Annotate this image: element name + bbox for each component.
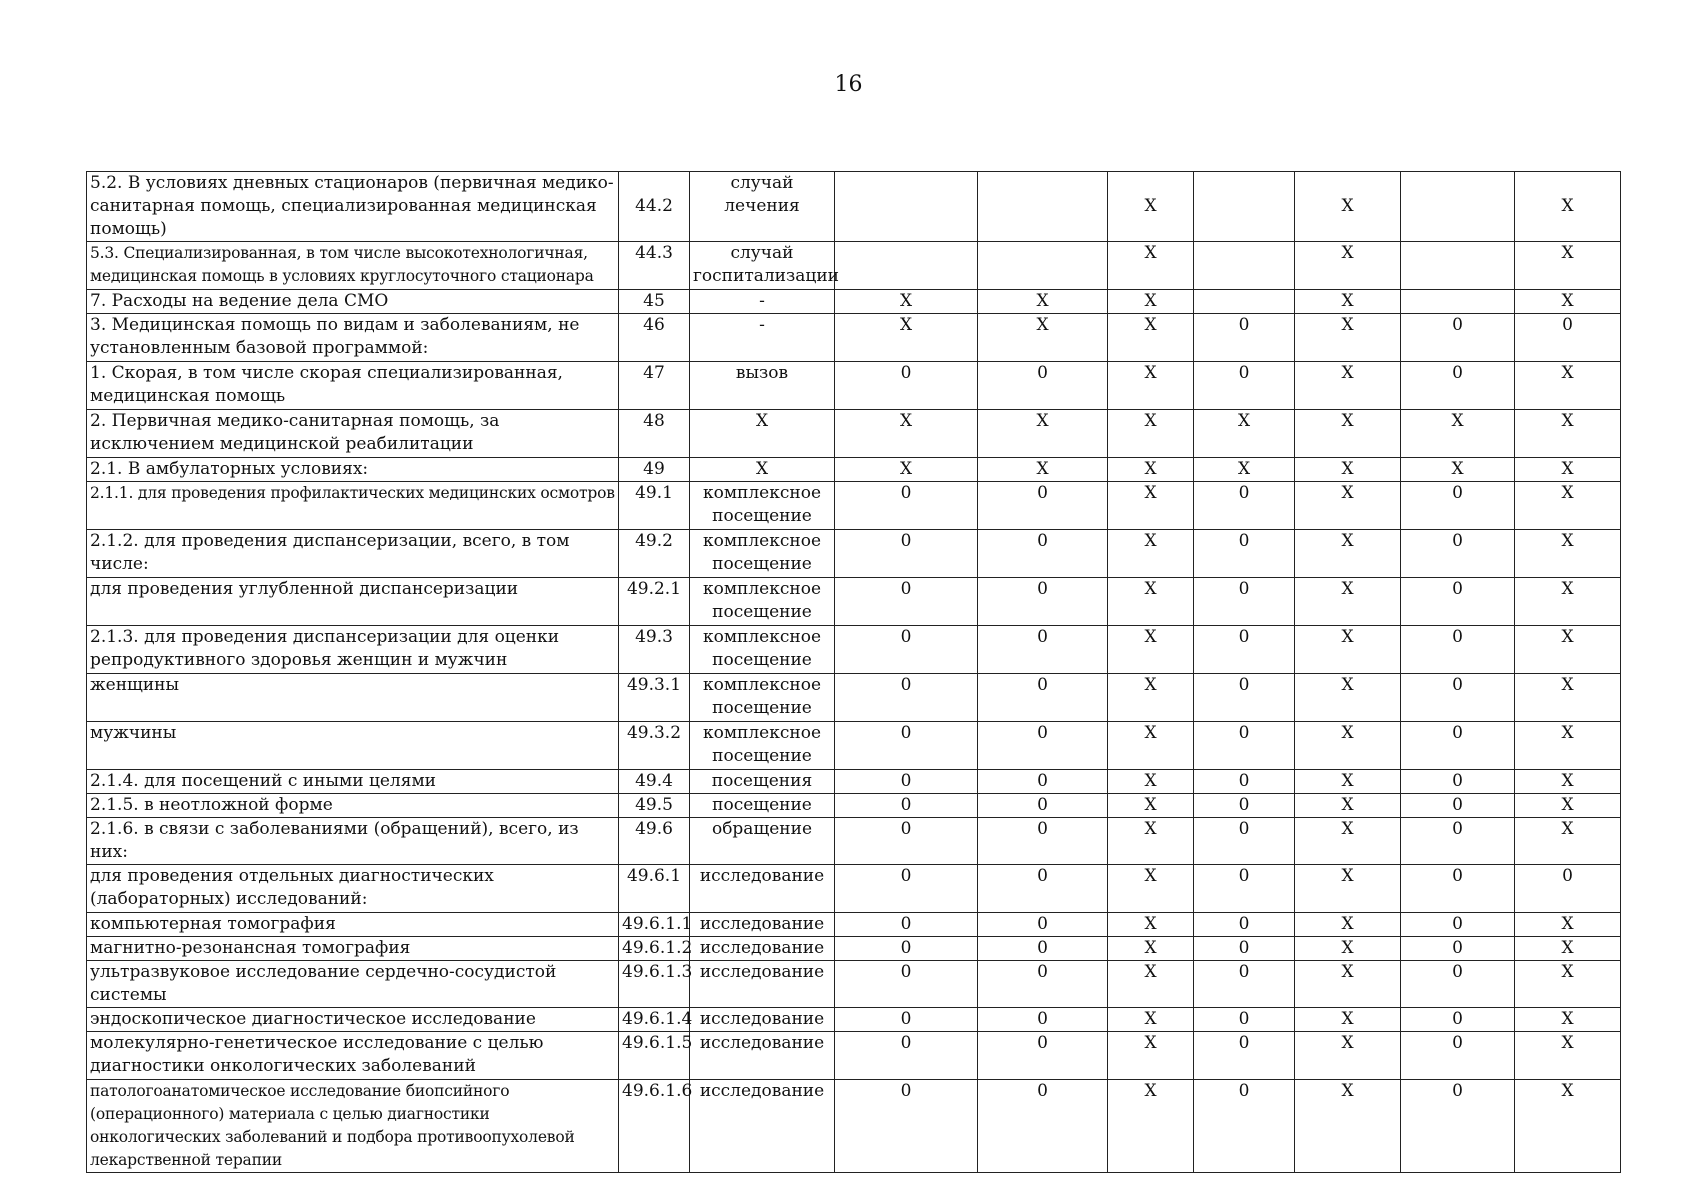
row-unit: -	[690, 290, 835, 314]
row-code: 49.2.1	[619, 578, 690, 626]
row-unit: -	[690, 314, 835, 362]
value-cell: 0	[835, 770, 978, 794]
value-cell	[835, 172, 978, 242]
value-cell: X	[1295, 362, 1401, 410]
table-row	[87, 937, 1621, 961]
value-cell: 0	[835, 913, 978, 937]
row-code: 47	[619, 362, 690, 410]
value-cell: 0	[1515, 865, 1621, 913]
value-cell: 0	[1194, 626, 1295, 674]
value-cell: X	[1295, 626, 1401, 674]
value-cell: 0	[1194, 770, 1295, 794]
value-cell: X	[1108, 674, 1194, 722]
value-cell: X	[1108, 1032, 1194, 1080]
value-cell: 0	[1194, 937, 1295, 961]
row-unit: исследование	[690, 1008, 835, 1032]
row-code: 44.3	[619, 242, 690, 290]
value-cell: 0	[835, 961, 978, 1008]
value-cell: X	[1108, 770, 1194, 794]
value-cell	[1194, 172, 1295, 242]
row-unit: комплексное посещение	[690, 626, 835, 674]
row-unit: исследование	[690, 1032, 835, 1080]
value-cell: X	[1108, 722, 1194, 770]
value-cell: 0	[1401, 482, 1515, 530]
value-cell: X	[1295, 865, 1401, 913]
value-cell: X	[1295, 961, 1401, 1008]
table-row	[87, 818, 1621, 865]
row-unit: комплексное посещение	[690, 530, 835, 578]
row-unit: исследование	[690, 1080, 835, 1173]
row-code: 49.6.1.6	[619, 1080, 690, 1173]
value-cell: X	[1515, 770, 1621, 794]
row-code: 49.6.1.2	[619, 937, 690, 961]
value-cell: X	[1515, 1032, 1621, 1080]
value-cell: 0	[1401, 1032, 1515, 1080]
value-cell: 0	[835, 1008, 978, 1032]
value-cell: X	[1108, 913, 1194, 937]
row-unit: исследование	[690, 913, 835, 937]
row-code: 49.3.2	[619, 722, 690, 770]
row-label: 5.3. Специализированная, в том числе высокотехнологичная, медицинская помощь в условиях круглосуточного стационара	[87, 242, 619, 290]
value-cell: X	[1108, 482, 1194, 530]
value-cell: X	[978, 458, 1108, 482]
value-cell: X	[1194, 458, 1295, 482]
value-cell: X	[1108, 818, 1194, 865]
row-unit: посещение	[690, 794, 835, 818]
value-cell: 0	[1194, 865, 1295, 913]
value-cell: 0	[835, 530, 978, 578]
value-cell: 0	[1401, 362, 1515, 410]
table-row	[87, 722, 1621, 770]
value-cell: 0	[1194, 362, 1295, 410]
value-cell: 0	[1401, 818, 1515, 865]
value-cell: X	[1194, 410, 1295, 458]
value-cell: X	[1108, 1080, 1194, 1173]
value-cell: X	[1108, 865, 1194, 913]
row-code: 49.6	[619, 818, 690, 865]
value-cell: 0	[1194, 961, 1295, 1008]
row-unit: вызов	[690, 362, 835, 410]
data-table	[86, 171, 1621, 1173]
value-cell: X	[1515, 818, 1621, 865]
table-row	[87, 314, 1621, 362]
value-cell: X	[1515, 578, 1621, 626]
value-cell: X	[1515, 172, 1621, 242]
row-code: 49.3.1	[619, 674, 690, 722]
value-cell: X	[1108, 410, 1194, 458]
row-code: 49.6.1.4	[619, 1008, 690, 1032]
row-label: 2. Первичная медико-санитарная помощь, за исключением медицинской реабилитации	[87, 410, 619, 458]
row-unit: X	[690, 410, 835, 458]
value-cell: X	[1295, 937, 1401, 961]
value-cell: 0	[835, 482, 978, 530]
value-cell: 0	[835, 1080, 978, 1173]
row-code: 49.6.1.3	[619, 961, 690, 1008]
value-cell: X	[1515, 1080, 1621, 1173]
value-cell: X	[1108, 172, 1194, 242]
row-label: 2.1.2. для проведения диспансеризации, всего, в том числе:	[87, 530, 619, 578]
row-code: 49.3	[619, 626, 690, 674]
row-label: 7. Расходы на ведение дела СМО	[87, 290, 619, 314]
row-unit: исследование	[690, 865, 835, 913]
value-cell: X	[1295, 818, 1401, 865]
value-cell: X	[1295, 578, 1401, 626]
value-cell: 0	[1194, 482, 1295, 530]
value-cell: 0	[978, 865, 1108, 913]
table-row	[87, 1032, 1621, 1080]
row-label: 3. Медицинская помощь по видам и заболеваниям, не установленным базовой программой:	[87, 314, 619, 362]
value-cell: X	[1295, 410, 1401, 458]
value-cell: 0	[835, 794, 978, 818]
value-cell: 0	[835, 362, 978, 410]
value-cell: 0	[1194, 1080, 1295, 1173]
value-cell: 0	[978, 482, 1108, 530]
value-cell: X	[835, 290, 978, 314]
table-row	[87, 1080, 1621, 1173]
value-cell: 0	[1401, 1008, 1515, 1032]
page-number: 16	[834, 72, 863, 97]
value-cell: 0	[1194, 530, 1295, 578]
value-cell: 0	[835, 937, 978, 961]
value-cell: 0	[978, 913, 1108, 937]
row-unit: X	[690, 458, 835, 482]
value-cell: X	[1108, 362, 1194, 410]
value-cell: 0	[978, 626, 1108, 674]
value-cell: X	[1515, 530, 1621, 578]
value-cell: 0	[978, 722, 1108, 770]
table-row	[87, 172, 1621, 242]
value-cell: X	[1295, 1008, 1401, 1032]
value-cell: 0	[978, 937, 1108, 961]
row-code: 49.6.1.5	[619, 1032, 690, 1080]
value-cell: X	[1515, 722, 1621, 770]
table-row	[87, 1008, 1621, 1032]
table-row	[87, 913, 1621, 937]
value-cell: X	[978, 410, 1108, 458]
table-row	[87, 410, 1621, 458]
value-cell: X	[1108, 1008, 1194, 1032]
row-label: 2.1.6. в связи с заболеваниями (обращений), всего, из них:	[87, 818, 619, 865]
value-cell: X	[1295, 172, 1401, 242]
row-unit: случай лечения	[690, 172, 835, 242]
value-cell: X	[1515, 626, 1621, 674]
value-cell: X	[1295, 482, 1401, 530]
table-row	[87, 770, 1621, 794]
value-cell: 0	[1401, 1080, 1515, 1173]
row-label: 2.1.1. для проведения профилактических медицинских осмотров	[87, 482, 619, 530]
value-cell: X	[1295, 458, 1401, 482]
row-unit: комплексное посещение	[690, 722, 835, 770]
row-label: для проведения отдельных диагностических (лабораторных) исследований:	[87, 865, 619, 913]
value-cell: X	[1515, 1008, 1621, 1032]
table-row	[87, 530, 1621, 578]
value-cell: X	[1108, 458, 1194, 482]
value-cell: 0	[978, 1008, 1108, 1032]
row-label: женщины	[87, 674, 619, 722]
value-cell: X	[1108, 961, 1194, 1008]
row-label: магнитно-резонансная томография	[87, 937, 619, 961]
value-cell: 0	[1401, 722, 1515, 770]
value-cell: 0	[1194, 1008, 1295, 1032]
value-cell: 0	[1194, 1032, 1295, 1080]
value-cell: X	[1515, 913, 1621, 937]
row-unit: исследование	[690, 937, 835, 961]
value-cell: 0	[978, 578, 1108, 626]
value-cell: X	[978, 290, 1108, 314]
value-cell: X	[1295, 1080, 1401, 1173]
value-cell: 0	[1515, 314, 1621, 362]
row-label: 2.1.4. для посещений с иными целями	[87, 770, 619, 794]
value-cell	[1401, 290, 1515, 314]
value-cell: 0	[835, 578, 978, 626]
value-cell: X	[1515, 794, 1621, 818]
row-code: 46	[619, 314, 690, 362]
row-label: компьютерная томография	[87, 913, 619, 937]
value-cell	[978, 172, 1108, 242]
value-cell: X	[1401, 458, 1515, 482]
value-cell: 0	[978, 674, 1108, 722]
value-cell: 0	[1401, 770, 1515, 794]
value-cell: X	[1515, 674, 1621, 722]
value-cell: 0	[978, 530, 1108, 578]
value-cell: 0	[1401, 961, 1515, 1008]
value-cell	[1194, 290, 1295, 314]
value-cell: X	[1108, 794, 1194, 818]
value-cell: 0	[978, 362, 1108, 410]
value-cell	[1194, 242, 1295, 290]
row-label: 1. Скорая, в том числе скорая специализированная, медицинская помощь	[87, 362, 619, 410]
row-code: 48	[619, 410, 690, 458]
table-row	[87, 242, 1621, 290]
row-unit: случай госпитализации	[690, 242, 835, 290]
row-code: 49.2	[619, 530, 690, 578]
value-cell: X	[1295, 530, 1401, 578]
row-label: мужчины	[87, 722, 619, 770]
value-cell	[1401, 242, 1515, 290]
row-label: 2.1.5. в неотложной форме	[87, 794, 619, 818]
value-cell: 0	[978, 1032, 1108, 1080]
value-cell: X	[1515, 937, 1621, 961]
row-code: 49.5	[619, 794, 690, 818]
table-row	[87, 961, 1621, 1008]
value-cell: 0	[1401, 865, 1515, 913]
value-cell: X	[1515, 242, 1621, 290]
row-code: 45	[619, 290, 690, 314]
value-cell: X	[1108, 290, 1194, 314]
value-cell: X	[835, 458, 978, 482]
row-code: 49.1	[619, 482, 690, 530]
value-cell	[978, 242, 1108, 290]
value-cell: 0	[1194, 913, 1295, 937]
value-cell: X	[1295, 913, 1401, 937]
value-cell: X	[1108, 626, 1194, 674]
row-unit: посещения	[690, 770, 835, 794]
row-unit: обращение	[690, 818, 835, 865]
table-row	[87, 290, 1621, 314]
value-cell: X	[1515, 410, 1621, 458]
row-unit: комплексное посещение	[690, 674, 835, 722]
value-cell: 0	[1401, 913, 1515, 937]
row-code: 49.6.1.1	[619, 913, 690, 937]
value-cell: 0	[1401, 794, 1515, 818]
value-cell: X	[1515, 961, 1621, 1008]
value-cell: X	[1108, 578, 1194, 626]
table-row	[87, 578, 1621, 626]
row-label: эндоскопическое диагностическое исследование	[87, 1008, 619, 1032]
row-label: ультразвуковое исследование сердечно-сосудистой системы	[87, 961, 619, 1008]
row-label: 2.1.3. для проведения диспансеризации для оценки репродуктивного здоровья женщин и мужчин	[87, 626, 619, 674]
value-cell: 0	[978, 961, 1108, 1008]
value-cell: X	[1295, 674, 1401, 722]
value-cell: 0	[978, 818, 1108, 865]
value-cell: X	[978, 314, 1108, 362]
value-cell: X	[1295, 314, 1401, 362]
table-row	[87, 626, 1621, 674]
value-cell: X	[1295, 290, 1401, 314]
row-label: для проведения углубленной диспансеризации	[87, 578, 619, 626]
table-row	[87, 458, 1621, 482]
value-cell: 0	[835, 818, 978, 865]
row-label: 5.2. В условиях дневных стационаров (первичная медико-санитарная помощь, специализированная медицинская помощь)	[87, 172, 619, 242]
value-cell: 0	[1194, 578, 1295, 626]
value-cell: 0	[1194, 818, 1295, 865]
value-cell	[1401, 172, 1515, 242]
value-cell: X	[1515, 362, 1621, 410]
value-cell: 0	[835, 626, 978, 674]
value-cell: X	[1515, 482, 1621, 530]
row-unit: исследование	[690, 961, 835, 1008]
value-cell: 0	[1401, 578, 1515, 626]
value-cell: 0	[1401, 530, 1515, 578]
value-cell: 0	[1194, 794, 1295, 818]
table-row	[87, 794, 1621, 818]
row-code: 49.4	[619, 770, 690, 794]
value-cell: X	[1108, 242, 1194, 290]
table-row	[87, 865, 1621, 913]
row-unit: комплексное посещение	[690, 482, 835, 530]
value-cell: 0	[978, 770, 1108, 794]
value-cell: X	[835, 314, 978, 362]
value-cell: 0	[835, 674, 978, 722]
value-cell: X	[1295, 722, 1401, 770]
value-cell: 0	[835, 722, 978, 770]
value-cell: X	[1515, 458, 1621, 482]
table-row	[87, 482, 1621, 530]
value-cell: X	[1295, 242, 1401, 290]
value-cell: 0	[1401, 674, 1515, 722]
value-cell: 0	[1401, 937, 1515, 961]
value-cell: 0	[835, 1032, 978, 1080]
value-cell: 0	[978, 1080, 1108, 1173]
row-label: 2.1. В амбулаторных условиях:	[87, 458, 619, 482]
table-row	[87, 362, 1621, 410]
row-label: патологоанатомическое исследование биопсийного (операционного) материала с целью диагностики онкологических заболеваний и подбора противоопухолевой лекарственной терапии	[87, 1080, 619, 1173]
value-cell: X	[1295, 794, 1401, 818]
row-code: 44.2	[619, 172, 690, 242]
value-cell: 0	[835, 865, 978, 913]
value-cell: X	[1108, 314, 1194, 362]
value-cell: 0	[1401, 626, 1515, 674]
value-cell: X	[1108, 937, 1194, 961]
value-cell: X	[1295, 1032, 1401, 1080]
value-cell: 0	[1401, 314, 1515, 362]
value-cell: X	[1515, 290, 1621, 314]
value-cell: 0	[978, 794, 1108, 818]
value-cell: 0	[1194, 314, 1295, 362]
row-code: 49.6.1	[619, 865, 690, 913]
row-unit: комплексное посещение	[690, 578, 835, 626]
value-cell: X	[1108, 530, 1194, 578]
value-cell: X	[1401, 410, 1515, 458]
value-cell	[835, 242, 978, 290]
value-cell: X	[835, 410, 978, 458]
value-cell: X	[1295, 770, 1401, 794]
value-cell: 0	[1194, 674, 1295, 722]
table-row	[87, 674, 1621, 722]
row-code: 49	[619, 458, 690, 482]
value-cell: 0	[1194, 722, 1295, 770]
row-label: молекулярно-генетическое исследование с целью диагностики онкологических заболеваний	[87, 1032, 619, 1080]
